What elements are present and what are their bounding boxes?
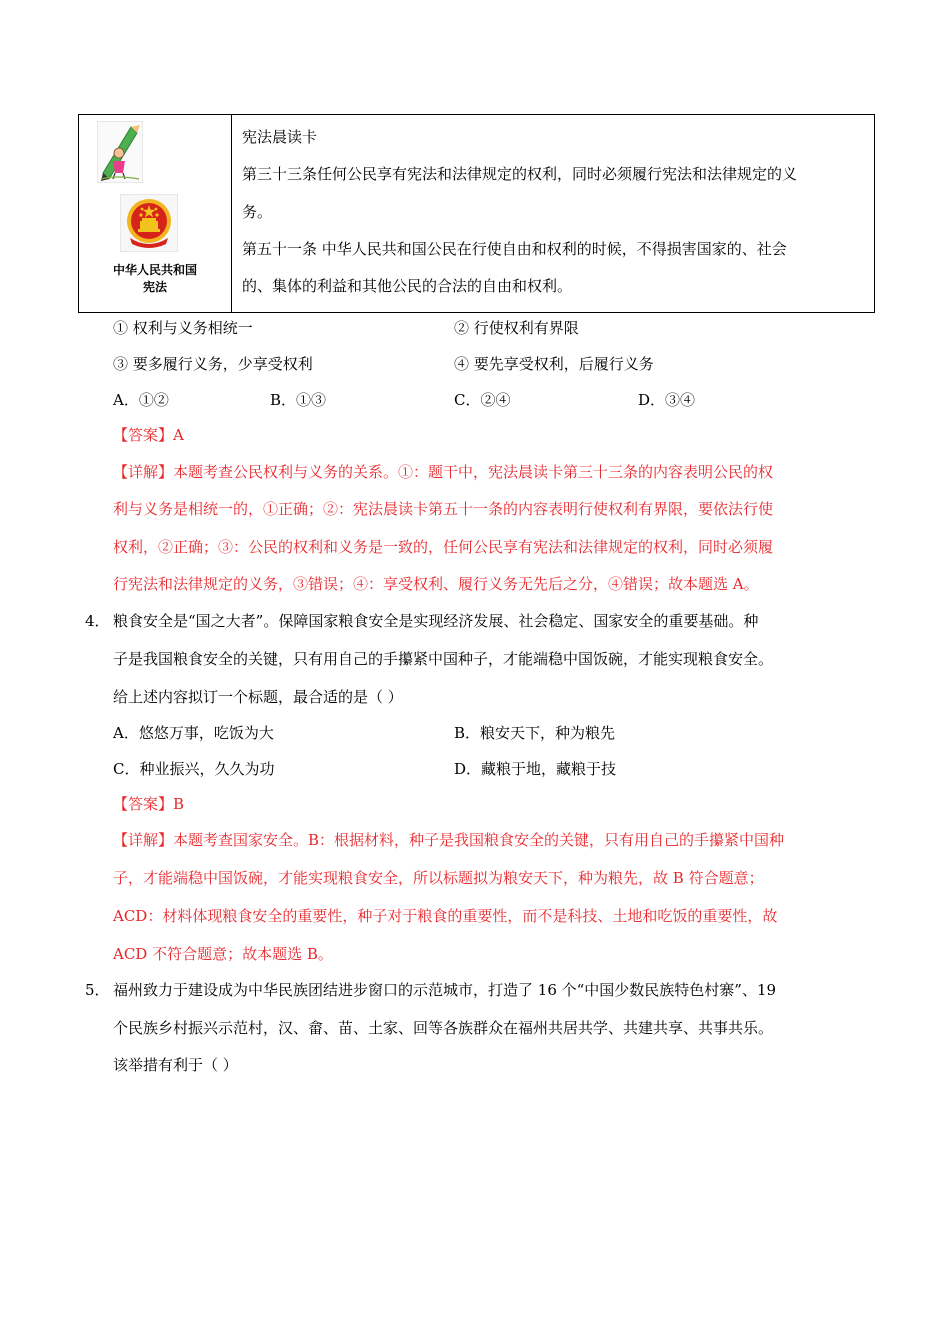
- q4-stem-line3: 给上述内容拟订一个标题，最合适的是（ ）: [113, 688, 403, 706]
- q3-option-3: ③ 要多履行义务，少享受权利: [113, 355, 313, 373]
- q3-choice-a: A．①②: [113, 391, 169, 409]
- q3-choice-d: D．③④: [638, 391, 696, 409]
- article-51-line1: 第五十一条 中华人民共和国公民在行使自由和权利的时候，不得损害国家的、社会: [242, 240, 787, 258]
- q3-option-1: ① 权利与义务相统一: [113, 319, 253, 337]
- article-33-line2: 务。: [242, 203, 273, 221]
- q4-detail-line4: ACD 不符合题意；故本题选 B。: [113, 945, 333, 963]
- q3-option-4: ④ 要先享受权利，后履行义务: [454, 355, 654, 373]
- q4-choice-d: D．藏粮于地，藏粮于技: [454, 760, 617, 778]
- q4-choice-a: A．悠悠万事，吃饭为大: [113, 724, 274, 742]
- q4-detail-line1: 【详解】本题考查国家安全。B：根据材料，种子是我国粮食安全的关键，只有用自己的手攥紧中国种: [113, 831, 785, 849]
- q3-choice-c: C．②④: [454, 391, 511, 409]
- q3-detail-line2: 利与义务是相统一的，①正确；②：宪法晨读卡第五十一条的内容表明行使权利有界限，要依法行使: [113, 500, 774, 518]
- q3-detail-line3: 权利，②正确；③：公民的权利和义务是一致的，任何公民享有宪法和法律规定的权利，同时必须履: [113, 538, 774, 556]
- q5-number: 5．: [85, 981, 110, 999]
- article-33-line1: 第三十三条任何公民享有宪法和法律规定的权利，同时必须履行宪法和法律规定的义: [242, 165, 798, 183]
- q5-stem-line3: 该举措有利于（ ）: [113, 1056, 238, 1074]
- q4-detail-line2: 子，才能端稳中国饭碗，才能实现粮食安全，所以标题拟为粮安天下，种为粮先，故 B 符合题意；: [113, 869, 764, 887]
- q3-option-2: ② 行使权利有界限: [454, 319, 579, 337]
- constitution-label-line2: 宪法: [142, 280, 167, 294]
- q4-detail-line3: ACD：材料体现粮食安全的重要性，种子对于粮食的重要性，而不是科技、土地和吃饭的重要性，故: [113, 907, 778, 925]
- constitution-label-line1: 中华人民共和国: [112, 263, 197, 277]
- q3-answer: 【答案】A: [113, 426, 184, 444]
- q3-choice-b: B．①③: [270, 391, 327, 409]
- q4-stem-line2: 子是我国粮食安全的关键，只有用自己的手攥紧中国种子，才能端稳中国饭碗，才能实现粮食安全。: [113, 650, 774, 668]
- national-emblem-icon: [120, 194, 178, 252]
- q4-stem-line1: 粮食安全是“国之大者”。保障国家粮食安全是实现经济发展、社会稳定、国家安全的重要基础。种: [113, 612, 759, 630]
- q4-choice-c: C．种业振兴，久久为功: [113, 760, 275, 778]
- pencil-icon: [97, 121, 143, 183]
- card-image-panel: [79, 115, 231, 312]
- article-51-line2: 的、集体的利益和其他公民的合法的自由和权利。: [242, 277, 573, 295]
- q5-stem-line2: 个民族乡村振兴示范村，汉、畲、苗、土家、回等各族群众在福州共居共学、共建共享、共事共乐。: [113, 1019, 774, 1037]
- constitution-card: [78, 114, 875, 313]
- card-divider: [231, 115, 232, 312]
- q4-number: 4．: [85, 612, 110, 630]
- q5-stem-line1: 福州致力于建设成为中华民族团结进步窗口的示范城市，打造了 16 个“中国少数民族特色村寨”、19: [113, 981, 777, 999]
- q4-answer: 【答案】B: [113, 795, 185, 813]
- q3-detail-line4: 行宪法和法律规定的义务，③错误；④：享受权利、履行义务无先后之分，④错误；故本题选 A。: [113, 575, 759, 593]
- q3-detail-line1: 【详解】本题考查公民权利与义务的关系。①：题干中，宪法晨读卡第三十三条的内容表明公民的权: [113, 463, 774, 481]
- q4-choice-b: B．粮安天下，种为粮先: [454, 724, 616, 742]
- card-title: 宪法晨读卡: [242, 128, 318, 146]
